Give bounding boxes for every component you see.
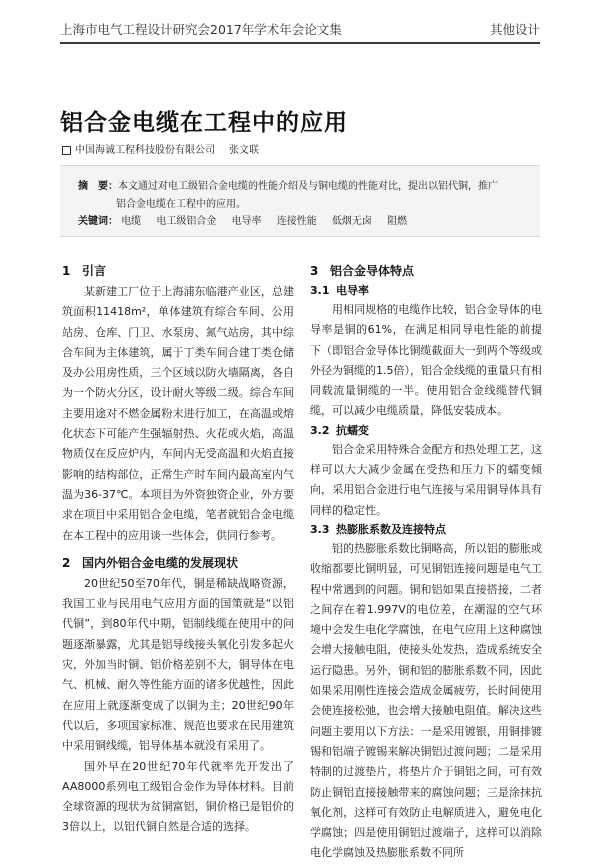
author-name: 张文联 — [229, 145, 259, 156]
section-title: 铝合金导体特点 — [330, 264, 415, 278]
subsection-3-1-paragraph: 用相同规格的电缆作比较，铝合金导体的电导率是铜的61%，在满足相同导电性能的前提下（即铝合金导体比铜缆截面大一到两个等级或外径为铜缆的1.5倍），铝合金线缆的重量只有相同载流量铜缆的一半。使用铝合金线缆替代铜缆，可以减少电缆质量，降低安装成本。 — [310, 303, 542, 418]
subsection-heading-3-1 — [310, 282, 542, 298]
subsection-heading-3-3 — [310, 521, 542, 537]
abstract-line-1: 本文通过对电工级铝合金电缆的性能介绍及与铜电缆的性能对比，提出以铝代铜，推广 — [118, 181, 498, 192]
section-1-paragraph: 某新建工厂位于上海浦东临港产业区，总建筑面积11418m²，单体建筑有综合车间、公用站房、仓库、门卫、水泵房、氮气站房，其中综合车间为主体建筑，属于丁类车间合建丁类仓储及办公用房性质，三个区域以防火墙隔离，各自为一个防火分区，设计耐火等级二级。综合车间主要用途对不燃金属粉末进行加工，在高温或熔化状态下可能产生强辐射热、火花或火焰，高温物质仅在反应炉内，车间内无受高温和火焰直接影响的结构部位，正常生产时车间内最高室内气温为36-37℃。本项目为外资独资企业，外方要求在项目中采用铝合金电缆，笔者就铝合金电缆在本工程中的应用谈一些体会，供同行参考。 — [62, 285, 294, 542]
keyword: 电缆 — [121, 216, 142, 227]
subsection-title: 热膨胀系数及连接特点 — [336, 522, 446, 536]
running-header — [60, 18, 540, 38]
keywords — [78, 212, 419, 227]
subsection-title: 电导率 — [336, 284, 369, 297]
right-column — [310, 262, 542, 864]
left-column — [62, 262, 294, 838]
keyword: 连接性能 — [276, 216, 317, 227]
keyword: 电导率 — [231, 216, 262, 227]
subsection-heading-3-2 — [310, 422, 542, 438]
running-header-left: 上海市电气工程设计研究会2017年学术年会论文集 — [60, 22, 342, 37]
abstract-label: 摘 要： — [78, 181, 118, 192]
subsection-3-3-paragraph: 铝的热膨胀系数比铜略高，所以铝的膨胀或收缩都要比铜明显，可见铜铝连接问题是电气工程中常遇到的问题。铜和铝如果直接搭接，二者之间存在着1.997V的电位差，在潮湿的空气环境中会发生电化学腐蚀，在电气应用上这种腐蚀会增大接触电阻，使接头处发热，造成系统安全运行隐患。另外，铜和铝的膨胀系数不同，因此如果采用刚性连接会造成金属疲劳，长时间使用会使连接松弛，也会增大接触电阻值。解决这些问题主要用以下方法：一是采用镀银，用铜排镀锡和铝端子镀锡来解决铜铝过渡问题；二是采用特制的过渡垫片，将垫片介于铜铝之间，可有效防止铜铝直接接触带来的腐蚀问题；三是涂抹抗氧化剂，这样可有效防止电解质进入，避免电化学腐蚀；四是使用铜铝过渡端子，这样可以消除电化学腐蚀及热膨胀系数不同所 — [310, 541, 542, 860]
subsection-3-2-paragraph: 铝合金采用特殊合金配方和热处理工艺，这样可以大大减少金属在受热和压力下的蠕变倾向，采用铝合金进行电气连接与采用铜导体具有同样的稳定性。 — [310, 442, 542, 517]
affiliation-org: 中国海诚工程科技股份有限公司 — [75, 145, 215, 156]
section-title: 引言 — [82, 264, 107, 278]
subsection-number: 3.2 — [310, 423, 330, 437]
section-heading-2 — [62, 554, 294, 570]
section-number: 3 — [310, 264, 319, 278]
section-2-paragraph-2: 国外早在20世纪70年代就率先开发出了AA8000系列电工级铝合金作为导体材料。目前全球资源的现状为贫铜富铝，铜价格已是铝价的3倍以上，以铝代铜自然是合适的选择。 — [62, 759, 294, 834]
subsection-number: 3.1 — [310, 284, 330, 297]
running-header-right: 其他设计 — [489, 22, 540, 37]
square-bullet-icon — [62, 146, 71, 155]
section-number: 2 — [62, 555, 71, 570]
keyword: 低烟无卤 — [331, 216, 372, 227]
abstract — [78, 178, 538, 195]
subsection-number: 3.3 — [310, 522, 330, 536]
keyword: 电工级铝合金 — [156, 216, 217, 227]
section-heading-1 — [62, 262, 294, 278]
keywords-label: 关键词： — [78, 216, 118, 227]
header-rule — [60, 42, 540, 44]
subsection-title: 抗蠕变 — [336, 423, 369, 437]
section-2-paragraph-1: 20世纪50至70年代，铜是稀缺战略资源，我国工业与民用电气应用方面的国策就是“以铝代铜”，到80年代中期，铝制线缆在使用中的问题逐渐暴露，尤其是铝导线接头氧化引发多起火灾，外加当时铜、铝价格差别不大，铜导体在电气、机械、耐久等性能方面的诸多优越性，因此在应用上就逐渐变成了以铜为主；20世纪90年代以后，多项国家标准、规范也要求在民用建筑中采用铜线缆，铝导体基本就没有采用了。 — [62, 576, 294, 753]
section-heading-3 — [310, 262, 542, 278]
paper-title: 铝合金电缆在工程中的应用 — [60, 110, 348, 136]
section-title: 国内外铝合金电缆的发展现状 — [82, 555, 239, 570]
keyword: 阻燃 — [387, 216, 408, 227]
section-number: 1 — [62, 264, 71, 278]
affiliation-line — [62, 141, 259, 156]
abstract-line-2: 铝合金电缆在工程中的应用。 — [116, 199, 246, 210]
